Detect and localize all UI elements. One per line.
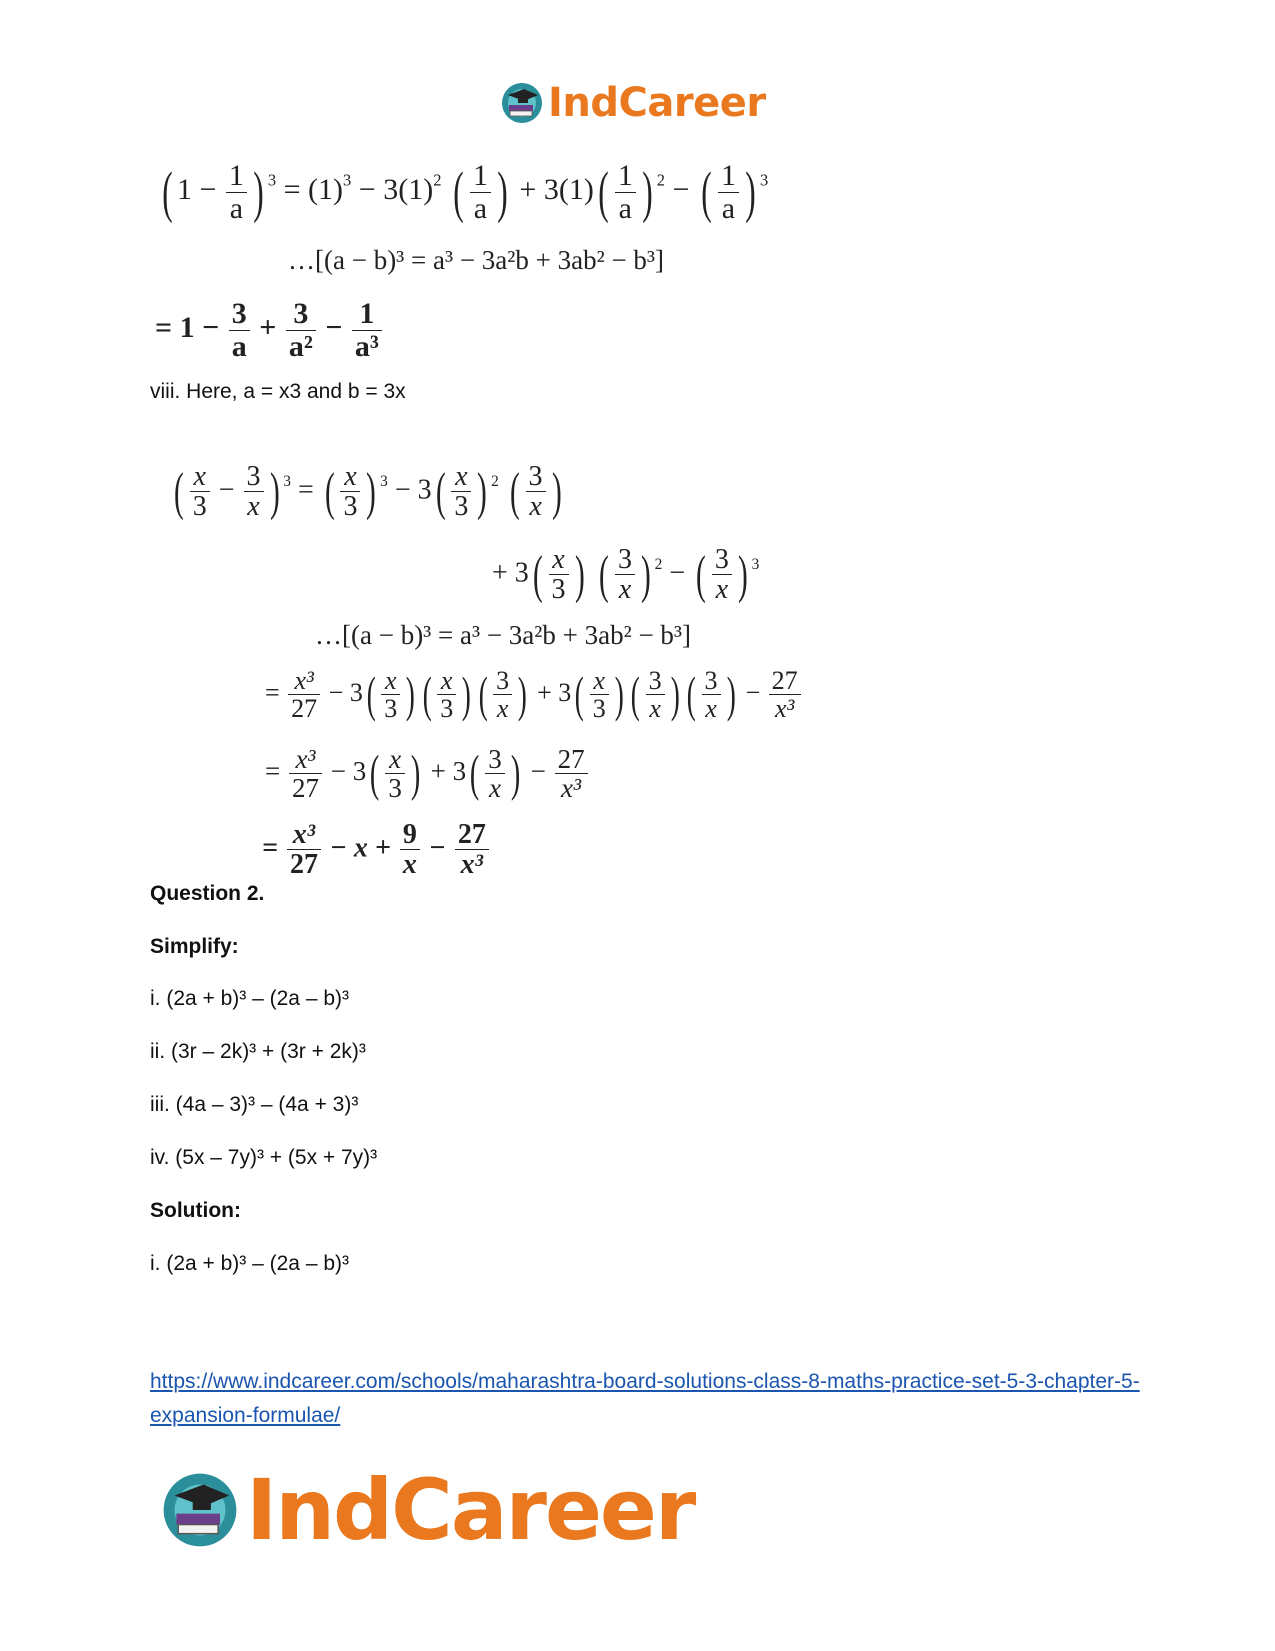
brand-name-footer: IndCareer — [246, 1461, 695, 1559]
source-link[interactable]: https://www.indcareer.com/schools/maharashtra-board-solutions-class-8-maths-practice-set-5-3-chapter-5-expansion-formulae/ — [150, 1370, 1140, 1427]
identity-note-2: …[(a − b)³ = a³ − 3a²b + 3ab² − b³] — [315, 620, 692, 650]
header-logo — [500, 78, 766, 128]
equation-result-2: = $\frac{\text{x³}}{27}$ − x + $\frac{9}{x}$ − $\frac{27}{\text{x³}}$ — [262, 820, 491, 880]
solution-heading: Solution: — [150, 1199, 241, 1222]
question-item-ii: ii. (3r – 2k)³ + (3r + 2k)³ — [150, 1040, 366, 1063]
question-item-iv: iv. (5x – 7y)³ + (5x + 7y)³ — [150, 1146, 378, 1169]
equation-expansion-2-line3: = $\frac{\text{x³}}{27}$ − 3( $\frac{x}{3}$ ) ( $\frac{x}{3}$ ) ( $\frac{3}{x}$ ) + 3( $\frac{x}{3}$ ) ( $\frac{3}{x}$ ) ( $\frac{3}{x}$ ) − $\frac{27}{\text{x³}}$ — [265, 667, 803, 723]
question-heading: Question 2. — [150, 882, 265, 905]
question-item-iii: iii. (4a – 3)³ – (4a + 3)³ — [150, 1093, 359, 1116]
identity-note-1: …[(a − b)³ = a³ − 3a²b + 3ab² − b³] — [288, 245, 665, 275]
brand-name: IndCareer — [548, 80, 766, 126]
equation-expansion-1: ( 1 − $\frac{1}{a}$ ) $^3 = (1)^3 - 3(1)^2$ ( $\frac{1}{a}$ ) + 3(1)( $\frac{1}{a}$ ) $^2$ − ( $\frac{1}{a}$ ) $^3$ — [162, 159, 769, 225]
graduation-cap-books-icon — [500, 81, 544, 125]
simplify-heading: Simplify: — [150, 935, 239, 958]
equation-expansion-2-line1: ( $\frac{x}{3}$ − $\frac{3}{x}$ ) $^3$ = ( $\frac{x}{3}$ ) $^3$ − 3( $\frac{x}{3}$ ) $^2$ ( $\frac{3}{x}$ ) — [173, 461, 562, 523]
equation-expansion-2-line2: + 3( $\frac{x}{3}$ ) ( $\frac{3}{x}$ ) $^2$ − ( $\frac{3}{x}$ ) $^3$ — [492, 544, 760, 606]
part-viii-text: viii. Here, a = x3 and b = 3x — [150, 380, 406, 403]
graduation-cap-books-icon — [160, 1470, 240, 1550]
equation-result-1: = 1 − $\frac{3}{a}$ + $\frac{3}{\text{a²}}$ − $\frac{1}{\text{a³}}$ — [155, 298, 384, 362]
footer-logo — [160, 1461, 695, 1559]
solution-item-i: i. (2a + b)³ – (2a – b)³ — [150, 1252, 349, 1275]
equation-expansion-2-line4: = $\frac{\text{x³}}{27}$ − 3( $\frac{x}{3}$ ) + 3( $\frac{3}{x}$ ) − $\frac{27}{\text{x³}}$ — [265, 745, 590, 803]
question-item-i: i. (2a + b)³ – (2a – b)³ — [150, 987, 349, 1010]
